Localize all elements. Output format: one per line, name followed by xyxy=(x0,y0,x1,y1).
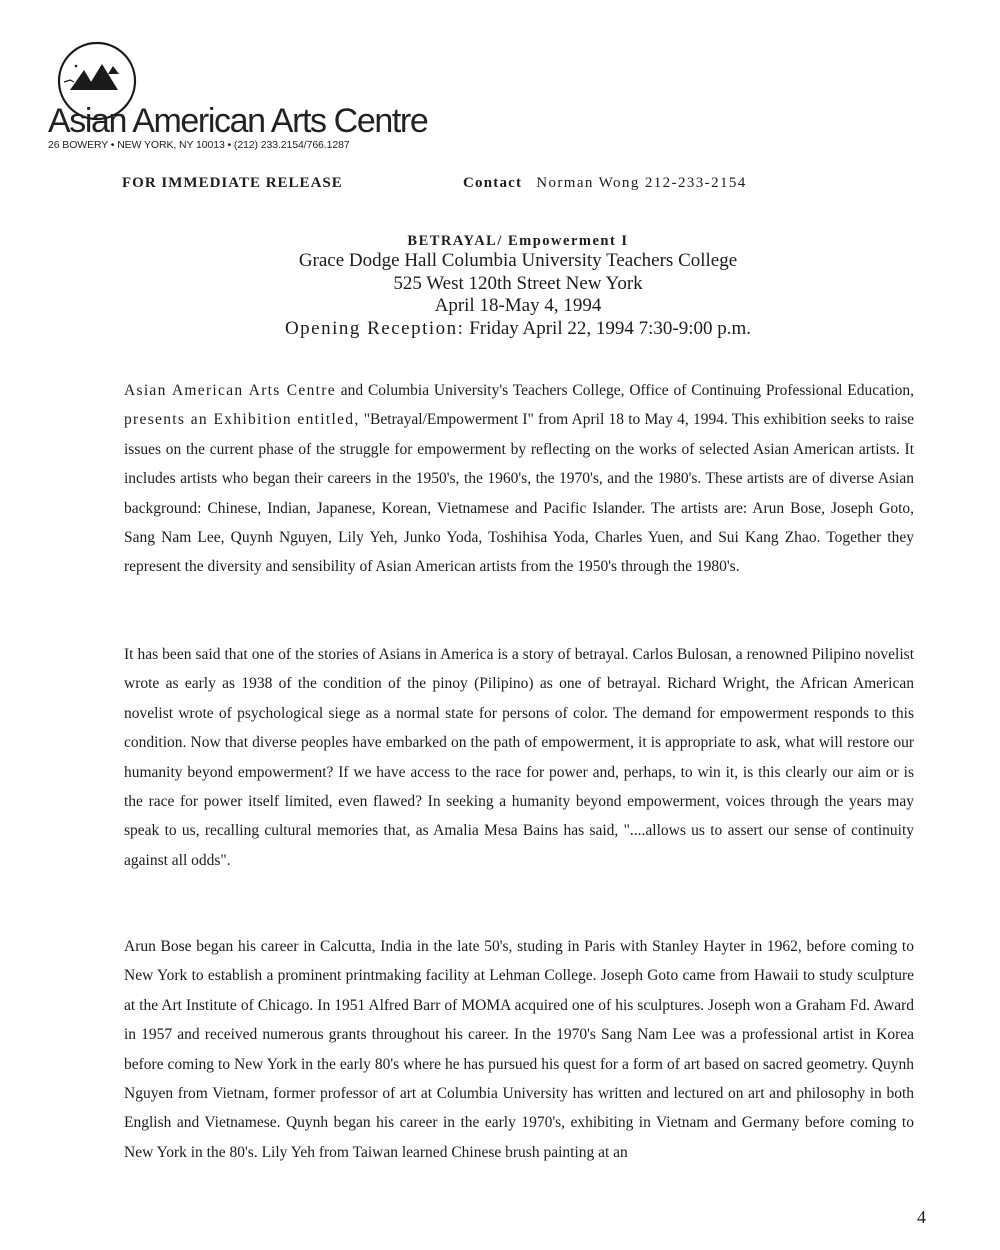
contact-label: Contact xyxy=(463,175,523,191)
body-paragraph-2: It has been said that one of the stories of Asians in America is a story of betrayal. Carlos Bulosan, a renowned Pilipino novelist wrote as early as 1938 of the condition of the pinoy (Pilipino) as one of betrayal. Richard Wright, the African American novelist wrote of psychological siege as a normal state for persons of color. The demand for empowerment responds to this condition. Now that diverse peoples have embarked on the path of empowerment, it is appropriate to ask, what will restore our humanity beyond empowerment? If we have access to the race for power and, perhaps, to win it, is this clearly our aim or is the race for power itself limited, even flawed? In seeking a humanity beyond empowerment, voices through the years may speak to us, recalling cultural memories that, as Amalia Mesa Bains has said, "....allows us to assert our sense of continuity against all odds". xyxy=(124,646,914,869)
opening-label: Opening Reception: xyxy=(284,317,465,339)
contact-line xyxy=(463,175,747,192)
p1-text-a: and Columbia University's Teachers College, Office of Continuing Professional Education, xyxy=(340,382,915,399)
exhibition-header xyxy=(0,232,1000,340)
body-paragraph-3: Arun Bose began his career in Calcutta, India in the late 50's, studing in Paris with Stanley Hayter in 1962, before coming to New York to establish a prominent printmaking facility at Lehman College. Joseph Goto came from Hawaii to study sculpture at the Art Institute of Chicago. In 1951 Alfred Barr of MOMA acquired one of his sculptures. Joseph won a Graham Fd. Award in 1957 and received numerous grants throughout his career. In the 1970's Sang Nam Lee was a professional artist in Korea before coming to New York in the early 80's where he has pursued his quest for a form of art based on sacred geometry. Quynh Nguyen from Vietnam, former professor of art at Columbia University has written and lectured on art and philosophy in both English and Vietnamese. Quynh began his career in the early 1970's, exhibiting in Vietnam and Germany before coming to New York in the 80's. Lily Yeh from Taiwan learned Chinese brush painting at an xyxy=(124,938,914,1161)
exhibition-title: BETRAYAL/ Empowerment I xyxy=(407,233,629,249)
opening-time: Friday April 22, 1994 7:30-9:00 p.m. xyxy=(469,317,752,339)
org-address: 26 BOWERY • NEW YORK, NY 10013 • (212) 233.2154/766.1287 xyxy=(48,139,350,151)
exhibition-dates: April 18-May 4, 1994 xyxy=(434,295,602,316)
opening-reception xyxy=(0,318,1000,341)
p1-text-b: "Betrayal/Empowerment I" from April 18 to May 4, 1994. This exhibition seeks to raise issues on the current phase of the struggle for empowerment by reflecting on the works of selected Asian American artists. It includes artists who began their careers in the 1950's, the 1960's, the 1970's, and the 1980's. These artists are of diverse Asian background: Chinese, Indian, Japanese, Korean, Vietnamese and Pacific Islander. The artists are: Arun Bose, Joseph Goto, Sang Nam Lee, Quynh Nguyen, Lily Yeh, Junko Yoda, Toshihisa Yoda, Charles Yuen, and Sui Kang Zhao. Together they represent the diversity and sensibility of Asian American artists from the 1950's through the 1980's. xyxy=(124,411,915,576)
p1-text-spaced: presents an Exhibition entitled, xyxy=(124,411,360,429)
org-name-inline: Asian American Arts Centre xyxy=(124,382,336,399)
page-number: 4 xyxy=(917,1207,926,1227)
org-name: Asian American Arts Centre xyxy=(48,102,428,140)
venue-name: Grace Dodge Hall Columbia University Teachers College xyxy=(298,250,738,271)
contact-name: Norman Wong 212-233-2154 xyxy=(536,175,747,191)
release-label: FOR IMMEDIATE RELEASE xyxy=(122,175,343,191)
body-paragraph-1 xyxy=(124,376,914,582)
venue-street: 525 West 120th Street New York xyxy=(393,272,643,294)
